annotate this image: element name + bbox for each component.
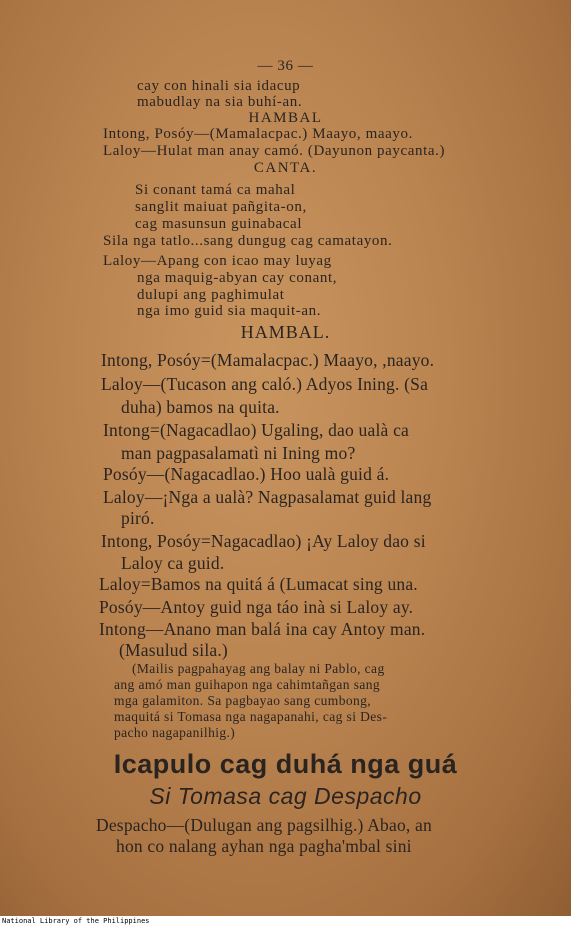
dialogue-line: Intong, Posóy=Nagacadlao) ¡Ay Laloy dao si xyxy=(101,531,426,551)
section-heading: HAMBAL. xyxy=(240,322,331,342)
dialogue-line: Laloy—Hulat man anay camó. (Dayunon paycanta.) xyxy=(103,143,446,159)
dialogue-line: Posóy—(Nagacadlao.) Hoo ualà guid á. xyxy=(103,464,390,484)
dialogue-line: Laloy—(Tucason ang caló.) Adyos Ining. (Sa xyxy=(101,374,429,394)
verse-line: nga maquig-abyan cay conant, xyxy=(137,270,338,286)
dialogue-line: Intong, Posóy=(Mamalacpac.) Maayo, ,naayo. xyxy=(101,350,435,370)
dialogue-line: hon co nalang ayhan nga pagha'mbal sini xyxy=(116,836,412,856)
chapter-title: Icapulo cag duhá nga guá xyxy=(113,749,458,779)
section-heading: CANTA. xyxy=(253,160,318,176)
dialogue-line: Intong, Posóy—(Mamalacpac.) Maayo, maayo. xyxy=(103,126,413,142)
verse-line: dulupi ang paghimulat xyxy=(137,287,285,303)
library-footer: National Library of the Philippines xyxy=(2,917,150,925)
page-number: — 36 — xyxy=(257,58,314,74)
dialogue-line: Intong=(Nagacadlao) Ugaling, dao ualà ca xyxy=(103,420,410,440)
stage-direction: (Mailis pagpahayag ang balay ni Pablo, cag xyxy=(132,661,385,676)
dialogue-line: duha) bamos na quita. xyxy=(121,397,280,417)
verse-line: cay con hinali sia idacup xyxy=(137,78,301,94)
verse-line: cag masunsun guinabacal xyxy=(135,216,303,232)
stage-direction: maquitá si Tomasa nga nagapanahi, cag si Des- xyxy=(114,709,388,724)
stage-direction: pacho nagapanilhig.) xyxy=(114,725,236,740)
dialogue-line: piró. xyxy=(121,508,155,528)
dialogue-line: Laloy—¡Nga a ualà? Nagpasalamat guid lang xyxy=(103,487,432,507)
dialogue-line: Laloy—Apang con icao may luyag xyxy=(103,253,332,269)
dialogue-line: Laloy=Bamos na quitá á (Lumacat sing una. xyxy=(99,574,418,594)
verse-line: Sila nga tatlo...sang dungug cag camatayon. xyxy=(103,233,393,249)
chapter-subtitle: Si Tomasa cag Despacho xyxy=(149,783,422,809)
dialogue-line: Intong—Anano man balá ina cay Antoy man. xyxy=(99,619,426,639)
stage-direction: (Masulud sila.) xyxy=(119,640,228,660)
dialogue-line: Despacho—(Dulugan ang pagsilhig.) Abao, an xyxy=(96,815,432,835)
verse-line: mabudlay na sia buhí-an. xyxy=(137,94,303,110)
verse-line: sanglit maiuat pañgita-on, xyxy=(135,199,307,215)
stage-direction: ang amó man guihapon nga cahimtañgan sang xyxy=(114,677,381,692)
verse-line: nga imo guid sia maquit-an. xyxy=(137,303,322,319)
section-heading: HAMBAL xyxy=(248,110,323,126)
dialogue-line: Laloy ca guid. xyxy=(121,553,225,573)
dialogue-line: man pagpasalamatì ni Ining mo? xyxy=(121,443,356,463)
stage-direction: mga galamiton. Sa pagbayao sang cumbong, xyxy=(114,693,372,708)
verse-line: Si conant tamá ca mahal xyxy=(135,182,296,198)
dialogue-line: Posóy—Antoy guid nga táo inà si Laloy ay. xyxy=(99,597,414,617)
